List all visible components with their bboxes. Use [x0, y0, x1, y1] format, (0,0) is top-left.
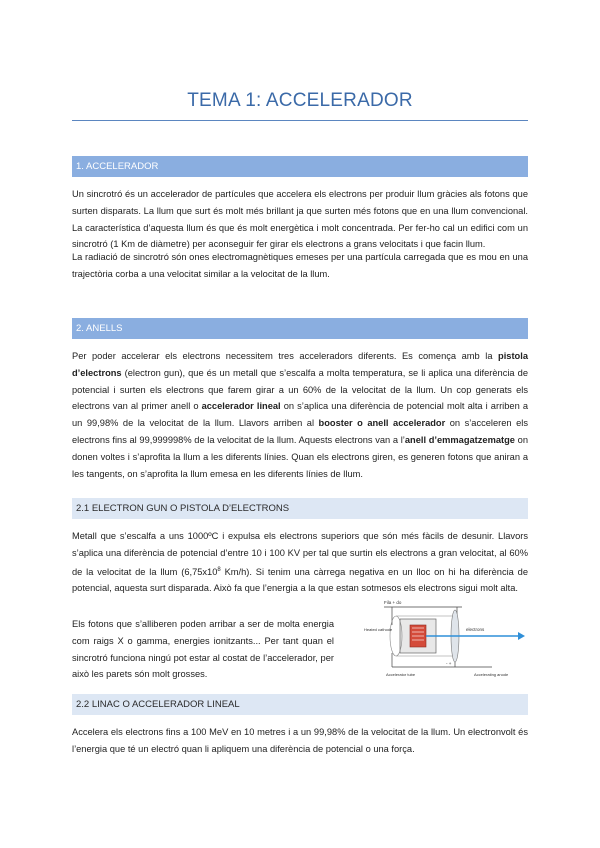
label-filament: Fila + do	[384, 600, 402, 605]
section-heading-anells: 2. ANELLS	[72, 318, 528, 339]
section-heading-electron-gun: 2.1 ELECTRON GUN O PISTOLA D’ELECTRONS	[72, 498, 528, 519]
label-accelerating-anode: Accelerating anode	[474, 672, 509, 677]
label-accelerator-tube: Accelerator tube	[386, 672, 416, 677]
title-underline	[72, 120, 528, 121]
paragraph-electron-gun: Metall que s’escalfa a uns 1000ºC i expulsa els electrons superiors que són més fàcils de desunir. Llavors s’aplica una diferència de potencial d’entre 10 i 100 KV per tal que surtin els electrons a gran velocitat, al 60% de la velocitat de la llum ($6,75x10^8$ Km/h). Si tenim una càrrega negativa en un lloc on hi ha diferència de potencial, aquesta surt disparada. Això fa que l’energia a la que estan sotmesos els electrons sigui molt alta.	[72, 531, 528, 594]
page-title: TEMA 1: ACCELERADOR	[187, 90, 413, 111]
section-heading-linac: 2.2 LINAC O ACCELERADOR LINEAL	[72, 694, 528, 715]
label-electrons: electrons	[466, 627, 485, 632]
paragraph-linac: Accelera els electrons fins a 100 MeV en 10 metres i a un 99,98% de la velocitat de la llum. Un electronvolt és l’energia que té un electró quan li apliquem una diferència de potencial o una força.	[72, 727, 528, 754]
bold-term-anell-emmagatzematge: anell d’emmagatzematge	[404, 434, 515, 445]
bold-term-booster: booster o anell accelerador	[318, 418, 446, 429]
paragraph-radiacio-sincrotro: La radiació de sincrotró són ones electromagnètiques emeses per una partícula carregada que es mou en una trajectòria corba a una velocitat similar a la velocitat de la llum.	[72, 252, 528, 279]
electron-gun-diagram	[362, 597, 526, 683]
label-heated-cathode: Heated cathode	[364, 627, 393, 632]
superscript-exponent: 8	[217, 566, 221, 573]
bold-term-pistola: pistola d’electrons	[72, 351, 528, 378]
section-heading-accelerador: 1. ACCELERADOR	[72, 156, 528, 177]
bold-term-accelerador-lineal: accelerador lineal	[201, 401, 281, 412]
paragraph-sincrotro-intro: Un sincrotró és un accelerador de partícules que accelera els electrons per produir llum gràcies als fotons que surten disparats. La llum que surt és molt més brillant ja que surten més fotons que en una llum convencional. La característica d’aquesta llum és que és molt energètica i molt concentrada. Per fer-ho cal un edifici com un sincrotró (1 Km de diàmetre) per aconseguir fer girar els electrons a grans velocitats i que facin llum.	[72, 189, 528, 250]
paragraph-fotons: Els fotons que s’alliberen poden arribar a ser de molta energia com raigs X o gamma, energies ionitzants... Per tant quan el sincrotró funciona ningú pot estar al costat de l’accelerador, per això les parets són molt grosses.	[72, 619, 334, 680]
label-polarity: - +	[446, 661, 452, 666]
paragraph-anells: Per poder accelerar els electrons necessitem tres acceleradors diferents. Es comença amb la pistola d’electrons (electron gun), que és un metall que s’escalfa a molta temperatura, se li aplica una diferència de potencial i surten els electrons que farem girar a un 60% de la velocitat de la llum. Un cop generats els electrons van al primer anell o accelerador lineal on s’aplica una diferència de potencial molt alta i arriben a un 99,98% de la velocitat de la llum. Llavors arriben al booster o anell accelerador on s’acceleren els electrons fins al 99,999998% de la velocitat de la llum. Aquests electrons van a l’anell d’emmagatzematge on donen voltes i s’aprofita la llum a les diferents línies. Quan els electrons giren, es generen fotons que aniran a les tangents, on s’aprofita la llum emesa en les diferents línies de llum.	[72, 351, 528, 479]
